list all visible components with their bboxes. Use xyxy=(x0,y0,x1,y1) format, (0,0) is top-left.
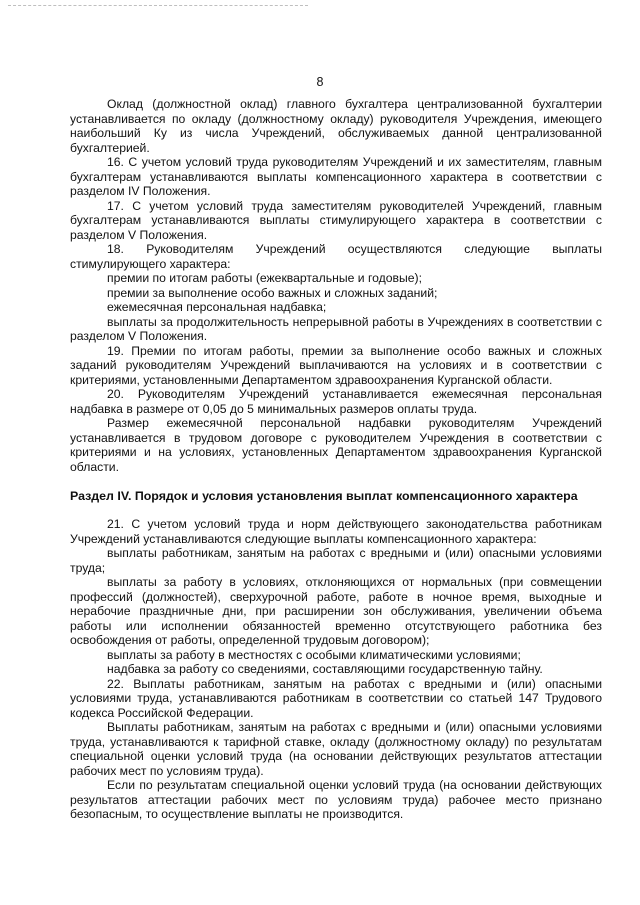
list-item-climate-conditions: выплаты за работу в местностях с особыми климатическими условиями; xyxy=(107,647,521,662)
list-item-personal-allowance: ежемесячная персональная надбавка; xyxy=(107,300,327,314)
scan-edge-line xyxy=(8,5,308,6)
page-number: 8 xyxy=(316,75,324,89)
list-item-hazardous-work: выплаты работникам, занятым на работах с вредными и (или) опасными условиями труда; xyxy=(70,546,602,575)
paragraph-item-17: 17. С учетом условий труда заместителям руководителей Учреждений, главным бухгалтерам устанавливаются выплаты стимулирующего характера в соответствии с разделом V Положения. xyxy=(70,198,602,242)
list-item-state-secret: надбавка за работу со сведениями, составляющими государственную тайну. xyxy=(107,662,543,676)
paragraph-chief-accountant-salary: Оклад (должностной оклад) главного бухгалтера централизованной бухгалтерии устанавливается по окладу (должностному окладу) руководителя Учреждения, имеющего наибольший Ку из числа Учреждений, обслуживаемых данной централизованной бухгалтерией. xyxy=(70,97,602,155)
paragraph-item-18: 18. Руководителям Учреждений осуществляются следующие выплаты стимулирующего характера: xyxy=(70,242,602,271)
list-item-important-tasks-bonus: премии за выполнение особо важных и сложных заданий; xyxy=(107,285,438,300)
document-body xyxy=(70,97,602,822)
paragraph-item-19: 19. Премии по итогам работы, премии за выполнение особо важных и сложных заданий руководителям Учреждений выплачиваются на условиях и в соответствии с критериями, установленными Департаментом здравоохранения Курганской области. xyxy=(70,343,602,387)
paragraph-item-22: 22. Выплаты работникам, занятым на работах с вредными и (или) опасными условиями труда, устанавливаются работникам в соответствии со статьей 147 Трудового кодекса Российской Федерации. xyxy=(70,676,602,720)
list-item-quarterly-bonus: премии по итогам работы (ежеквартальные и годовые); xyxy=(107,271,422,285)
list-item-abnormal-conditions: выплаты за работу в условиях, отклоняющихся от нормальных (при совмещении профессий (должностей), сверхурочной работе, работе в ночное время, выходные и нерабочие праздничные дни, при расширении зон обслуживания, увеличении объема работы или исполнении обязанностей временно отсутствующего работника без освобождения от работы, определенной трудовым договором); xyxy=(70,575,602,647)
paragraph-item-21: 21. С учетом условий труда и норм действующего законодательства работникам Учреждений устанавливаются следующие выплаты компенсационного характера: xyxy=(70,517,602,546)
paragraph-hazardous-pay-basis: Выплаты работникам, занятым на работах с вредными и (или) опасными условиями труда, устанавливаются к тарифной ставке, окладу (должностному окладу) по результатам специальной оценки условий труда (на основании действующих результатов аттестации рабочих мест по условиям труда). xyxy=(70,720,602,778)
section-heading: Раздел IV. Порядок и условия установления выплат компенсационного характера xyxy=(70,489,578,503)
paragraph-item-16: 16. С учетом условий труда руководителям Учреждений и их заместителям, главным бухгалтерам устанавливаются выплаты компенсационного характера в соответствии с разделом IV Положения. xyxy=(70,155,602,198)
paragraph-allowance-size: Размер ежемесячной персональной надбавки руководителям Учреждений устанавливается в трудовом договоре с руководителем Учреждения в соответствии с критериями и на условиях, установленных Департаментом здравоохранения Курганской области. xyxy=(70,416,602,474)
list-item-continuous-work-pay: выплаты за продолжительность непрерывной работы в Учреждениях в соответствии с разделом V Положения. xyxy=(70,314,602,343)
paragraph-item-20: 20. Руководителям Учреждений устанавливается ежемесячная персональная надбавка в размере от 0,05 до 5 минимальных размеров оплаты труда. xyxy=(70,387,602,416)
paragraph-safe-workplace: Если по результатам специальной оценки условий труда (на основании действующих результатов аттестации рабочих мест по условиям труда) рабочее место признано безопасным, то осуществление выплаты не производится. xyxy=(70,778,602,821)
